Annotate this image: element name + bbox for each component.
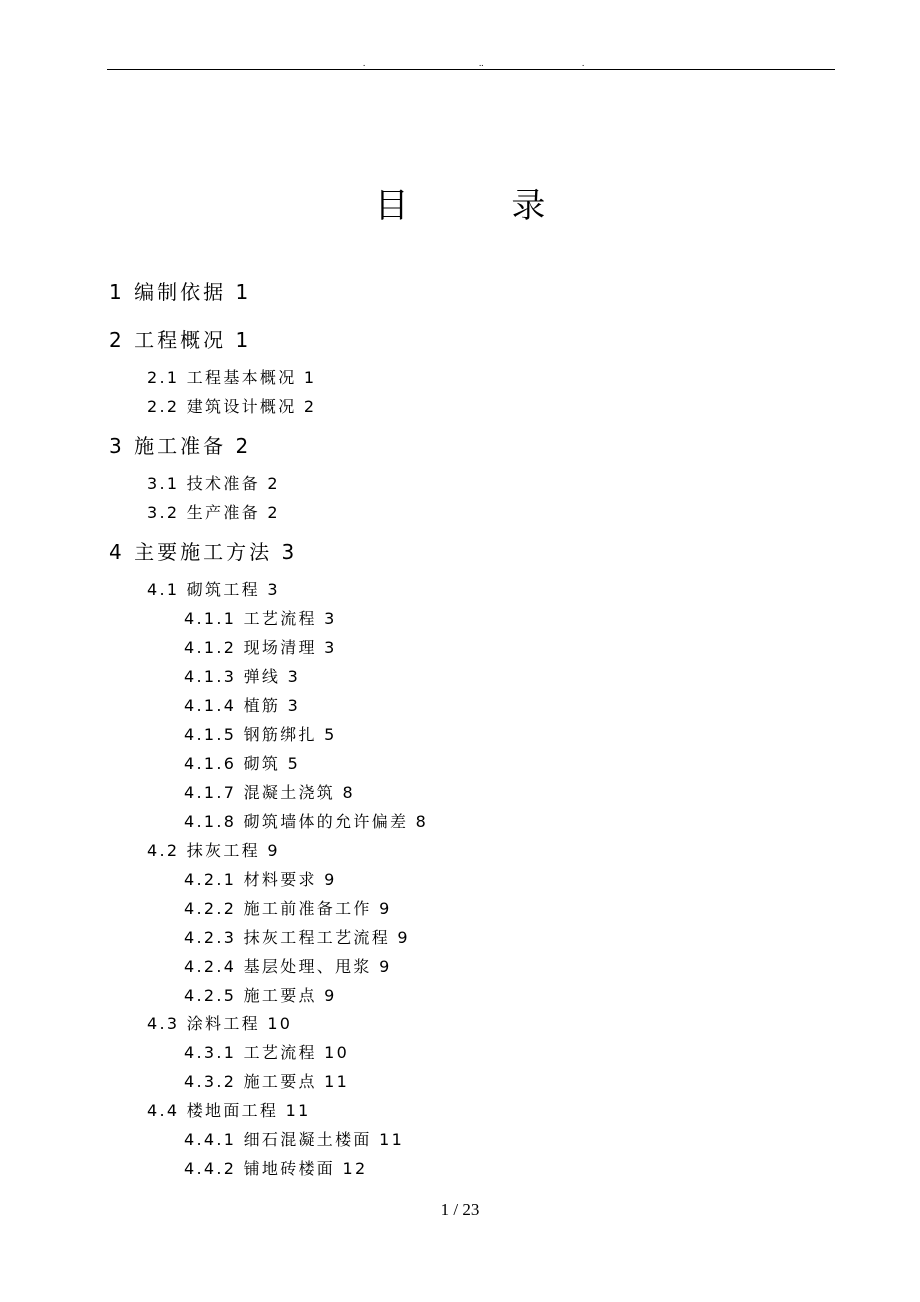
header-mark: . xyxy=(363,58,366,68)
toc-entry[interactable]: 3 施工准备 2 xyxy=(109,434,252,458)
toc-entry[interactable]: 3.2 生产准备 2 xyxy=(147,503,280,522)
toc-entry[interactable]: 2.2 建筑设计概况 2 xyxy=(147,397,317,416)
toc-entry[interactable]: 4.1.1 工艺流程 3 xyxy=(184,609,337,628)
toc-entry[interactable]: 4.1.5 钢筋绑扎 5 xyxy=(184,725,337,744)
header-mark: . xyxy=(582,58,585,68)
toc-entry[interactable]: 4.4.1 细石混凝土楼面 11 xyxy=(184,1130,405,1149)
toc-entry[interactable]: 4.1 砌筑工程 3 xyxy=(147,580,280,599)
toc-entry[interactable]: 4.2.3 抹灰工程工艺流程 9 xyxy=(184,928,410,947)
page-title: 目 录 xyxy=(374,186,592,226)
toc-entry[interactable]: 4.2.2 施工前准备工作 9 xyxy=(184,899,392,918)
page-number: 1 / 23 xyxy=(440,1200,480,1219)
toc-entry[interactable]: 4.1.2 现场清理 3 xyxy=(184,638,337,657)
toc-entry[interactable]: 4.3.2 施工要点 11 xyxy=(184,1072,350,1091)
toc-entry[interactable]: 4 主要施工方法 3 xyxy=(109,540,298,564)
toc-entry[interactable]: 4.1.7 混凝土浇筑 8 xyxy=(184,783,355,802)
toc-entry[interactable]: 1 编制依据 1 xyxy=(109,280,252,304)
toc-entry[interactable]: 4.1.3 弹线 3 xyxy=(184,667,301,686)
toc-entry[interactable]: 4.1.4 植筋 3 xyxy=(184,696,301,715)
toc-entry[interactable]: 4.1.8 砌筑墙体的允许偏差 8 xyxy=(184,812,429,831)
toc-entry[interactable]: 4.2.4 基层处理、甩浆 9 xyxy=(184,957,392,976)
toc-entry[interactable]: 4.2.1 材料要求 9 xyxy=(184,870,337,889)
toc-entry[interactable]: 4.1.6 砌筑 5 xyxy=(184,754,301,773)
toc-entry[interactable]: 4.2.5 施工要点 9 xyxy=(184,986,337,1005)
toc-entry[interactable]: 2.1 工程基本概况 1 xyxy=(147,368,317,387)
header-rule xyxy=(107,69,835,70)
header-mark: .. xyxy=(479,58,484,68)
toc-entry[interactable]: 4.3.1 工艺流程 10 xyxy=(184,1043,350,1062)
toc-entry[interactable]: 4.3 涂料工程 10 xyxy=(147,1014,293,1033)
toc-entry[interactable]: 4.4 楼地面工程 11 xyxy=(147,1101,311,1120)
toc-entry[interactable]: 4.4.2 铺地砖楼面 12 xyxy=(184,1159,368,1178)
toc-entry[interactable]: 2 工程概况 1 xyxy=(109,328,252,352)
toc-entry[interactable]: 3.1 技术准备 2 xyxy=(147,474,280,493)
toc-entry[interactable]: 4.2 抹灰工程 9 xyxy=(147,841,280,860)
